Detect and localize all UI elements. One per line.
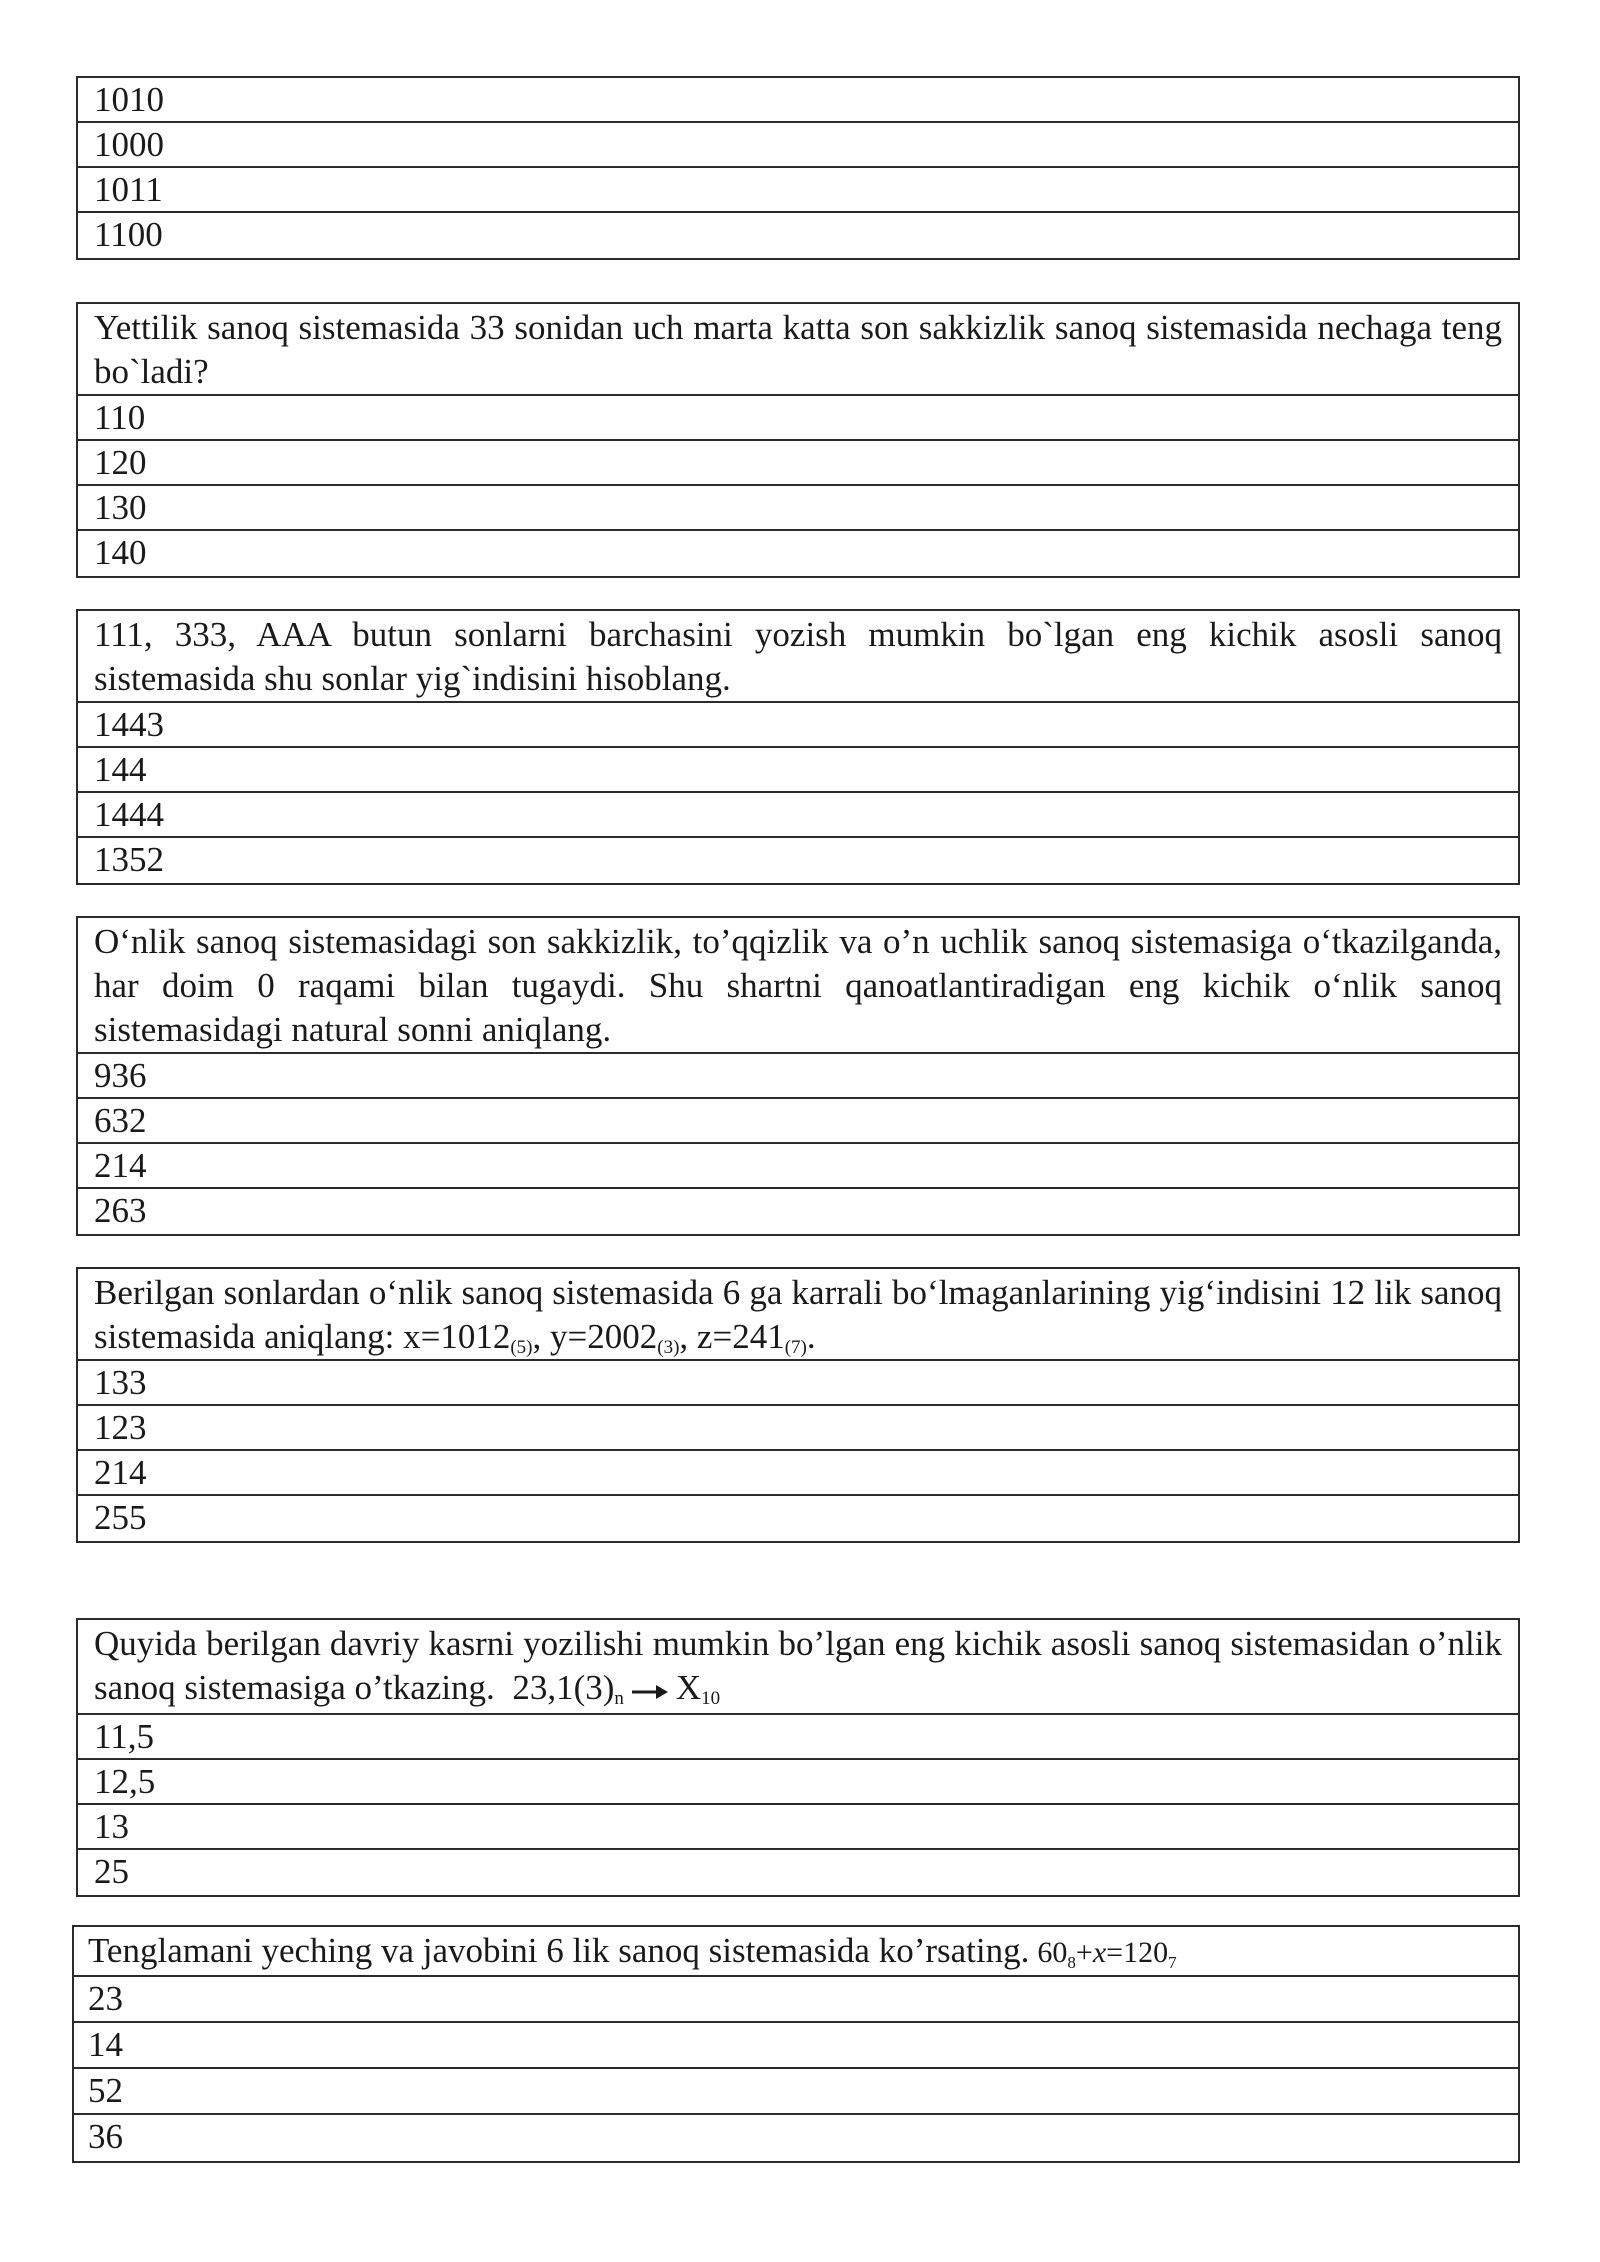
eq-variable: x (1092, 1936, 1107, 1969)
value-x: x=1012 (403, 1317, 511, 1356)
answer-option[interactable]: 13 (78, 1805, 1518, 1850)
answer-option[interactable]: 1011 (78, 168, 1518, 213)
answer-option[interactable]: 214 (78, 1451, 1518, 1496)
answer-option[interactable]: 120 (78, 441, 1518, 486)
eq-base-a: 8 (1067, 1953, 1076, 1972)
value-z: z=241 (696, 1317, 785, 1356)
base-y: (3) (657, 1337, 680, 1358)
question-text: Yettilik sanoq sistemasida 33 sonidan uch marta katta son sakkizlik sanoq sistemasida nechaga teng bo`ladi? (78, 304, 1518, 396)
question-block-7 (72, 1925, 1520, 2163)
answer-option[interactable]: 214 (78, 1144, 1518, 1189)
answer-option[interactable]: 23 (74, 1977, 1518, 2023)
target-base: 10 (701, 1688, 721, 1709)
answer-option[interactable]: 133 (78, 1361, 1518, 1406)
question-text: O‘nlik sanoq sistemasidagi son sakkizlik, to’qqizlik va o’n uchlik sanoq sistemasiga o‘tkazilganda, har doim 0 raqami bilan tugaydi. Shu shartni qanoatlantiradigan eng kichik o‘nlik sanoq sistemasidagi natural sonni aniqlang. (78, 918, 1518, 1054)
equation (1037, 1936, 1177, 1972)
question-text: 111, 333, AAA butun sonlarni barchasini yozish mumkin bo`lgan eng kichik asosli sanoq sistemasida shu sonlar yig`indisini hisoblang. (78, 611, 1518, 703)
answer-option[interactable]: 1000 (78, 123, 1518, 168)
answer-option[interactable]: 110 (78, 396, 1518, 441)
question-block-3 (76, 609, 1520, 885)
question-block-1 (76, 76, 1520, 260)
answer-option[interactable]: 123 (78, 1406, 1518, 1451)
answer-option[interactable]: 144 (78, 748, 1518, 793)
fraction-base: n (614, 1688, 624, 1709)
answer-option[interactable]: 140 (94, 533, 147, 572)
question-block-4 (76, 916, 1520, 1236)
answer-option[interactable]: 52 (74, 2069, 1518, 2115)
answer-option[interactable]: 632 (78, 1099, 1518, 1144)
eq-equals: = (1106, 1936, 1124, 1969)
eq-base-b: 7 (1168, 1953, 1177, 1972)
eq-term-b: 120 (1123, 1936, 1169, 1969)
question-text: Berilgan sonlardan o‘nlik sanoq sistemasida 6 ga karrali bo‘lmaganlarining yig‘indisini 12 lik sanoq sistemasida aniqlang: $x=1012_{(5)}$, $y=2002_{(3)}$, $z=241_{(7)}$. (78, 1269, 1518, 1361)
question-body: Tenglamani yeching va javobini 6 lik sanoq sistemasida ko’rsating. (88, 1931, 1030, 1970)
question-block-6 (76, 1618, 1520, 1897)
base-z: (7) (784, 1337, 807, 1358)
answer-option[interactable]: 1010 (78, 78, 1518, 123)
question-block-5 (76, 1267, 1520, 1543)
target-x: X (675, 1668, 702, 1707)
answer-option[interactable]: 1100 (94, 215, 163, 254)
question-text (74, 1927, 1518, 1977)
answer-option[interactable]: 1443 (78, 703, 1518, 748)
answer-option[interactable]: 12,5 (78, 1760, 1518, 1805)
answer-option[interactable]: 36 (88, 2117, 123, 2156)
answer-option[interactable]: 1352 (94, 840, 164, 879)
answer-option[interactable]: 11,5 (78, 1715, 1518, 1760)
value-y: y=2002 (550, 1317, 658, 1356)
question-text (78, 1620, 1518, 1715)
base-x: (5) (510, 1337, 533, 1358)
answer-option[interactable]: 936 (78, 1054, 1518, 1099)
right-arrow-icon (630, 1669, 670, 1713)
question-block-2 (76, 302, 1520, 578)
eq-term-a: 60 (1037, 1936, 1068, 1969)
answer-option[interactable]: 1444 (78, 793, 1518, 838)
answer-option[interactable]: 255 (94, 1498, 147, 1537)
question-body: Berilgan sonlardan o‘nlik sanoq sistemasida 6 ga karrali bo‘lmaganlarining yig‘indisini 12 lik sanoq sistemasida aniqlang: (94, 1273, 1502, 1356)
answer-option[interactable]: 25 (94, 1851, 129, 1891)
answer-option[interactable]: 14 (74, 2023, 1518, 2069)
answer-option[interactable]: 263 (94, 1191, 147, 1230)
question-body: Quyida berilgan davriy kasrni yozilishi mumkin bo’lgan eng kichik asosli sanoq sistemasidan o’nlik sanoq sistemasiga o’tkazing. (94, 1624, 1502, 1707)
eq-operator: + (1075, 1936, 1093, 1969)
periodic-fraction: 23,1(3) (512, 1668, 615, 1707)
answer-option[interactable]: 130 (78, 486, 1518, 531)
